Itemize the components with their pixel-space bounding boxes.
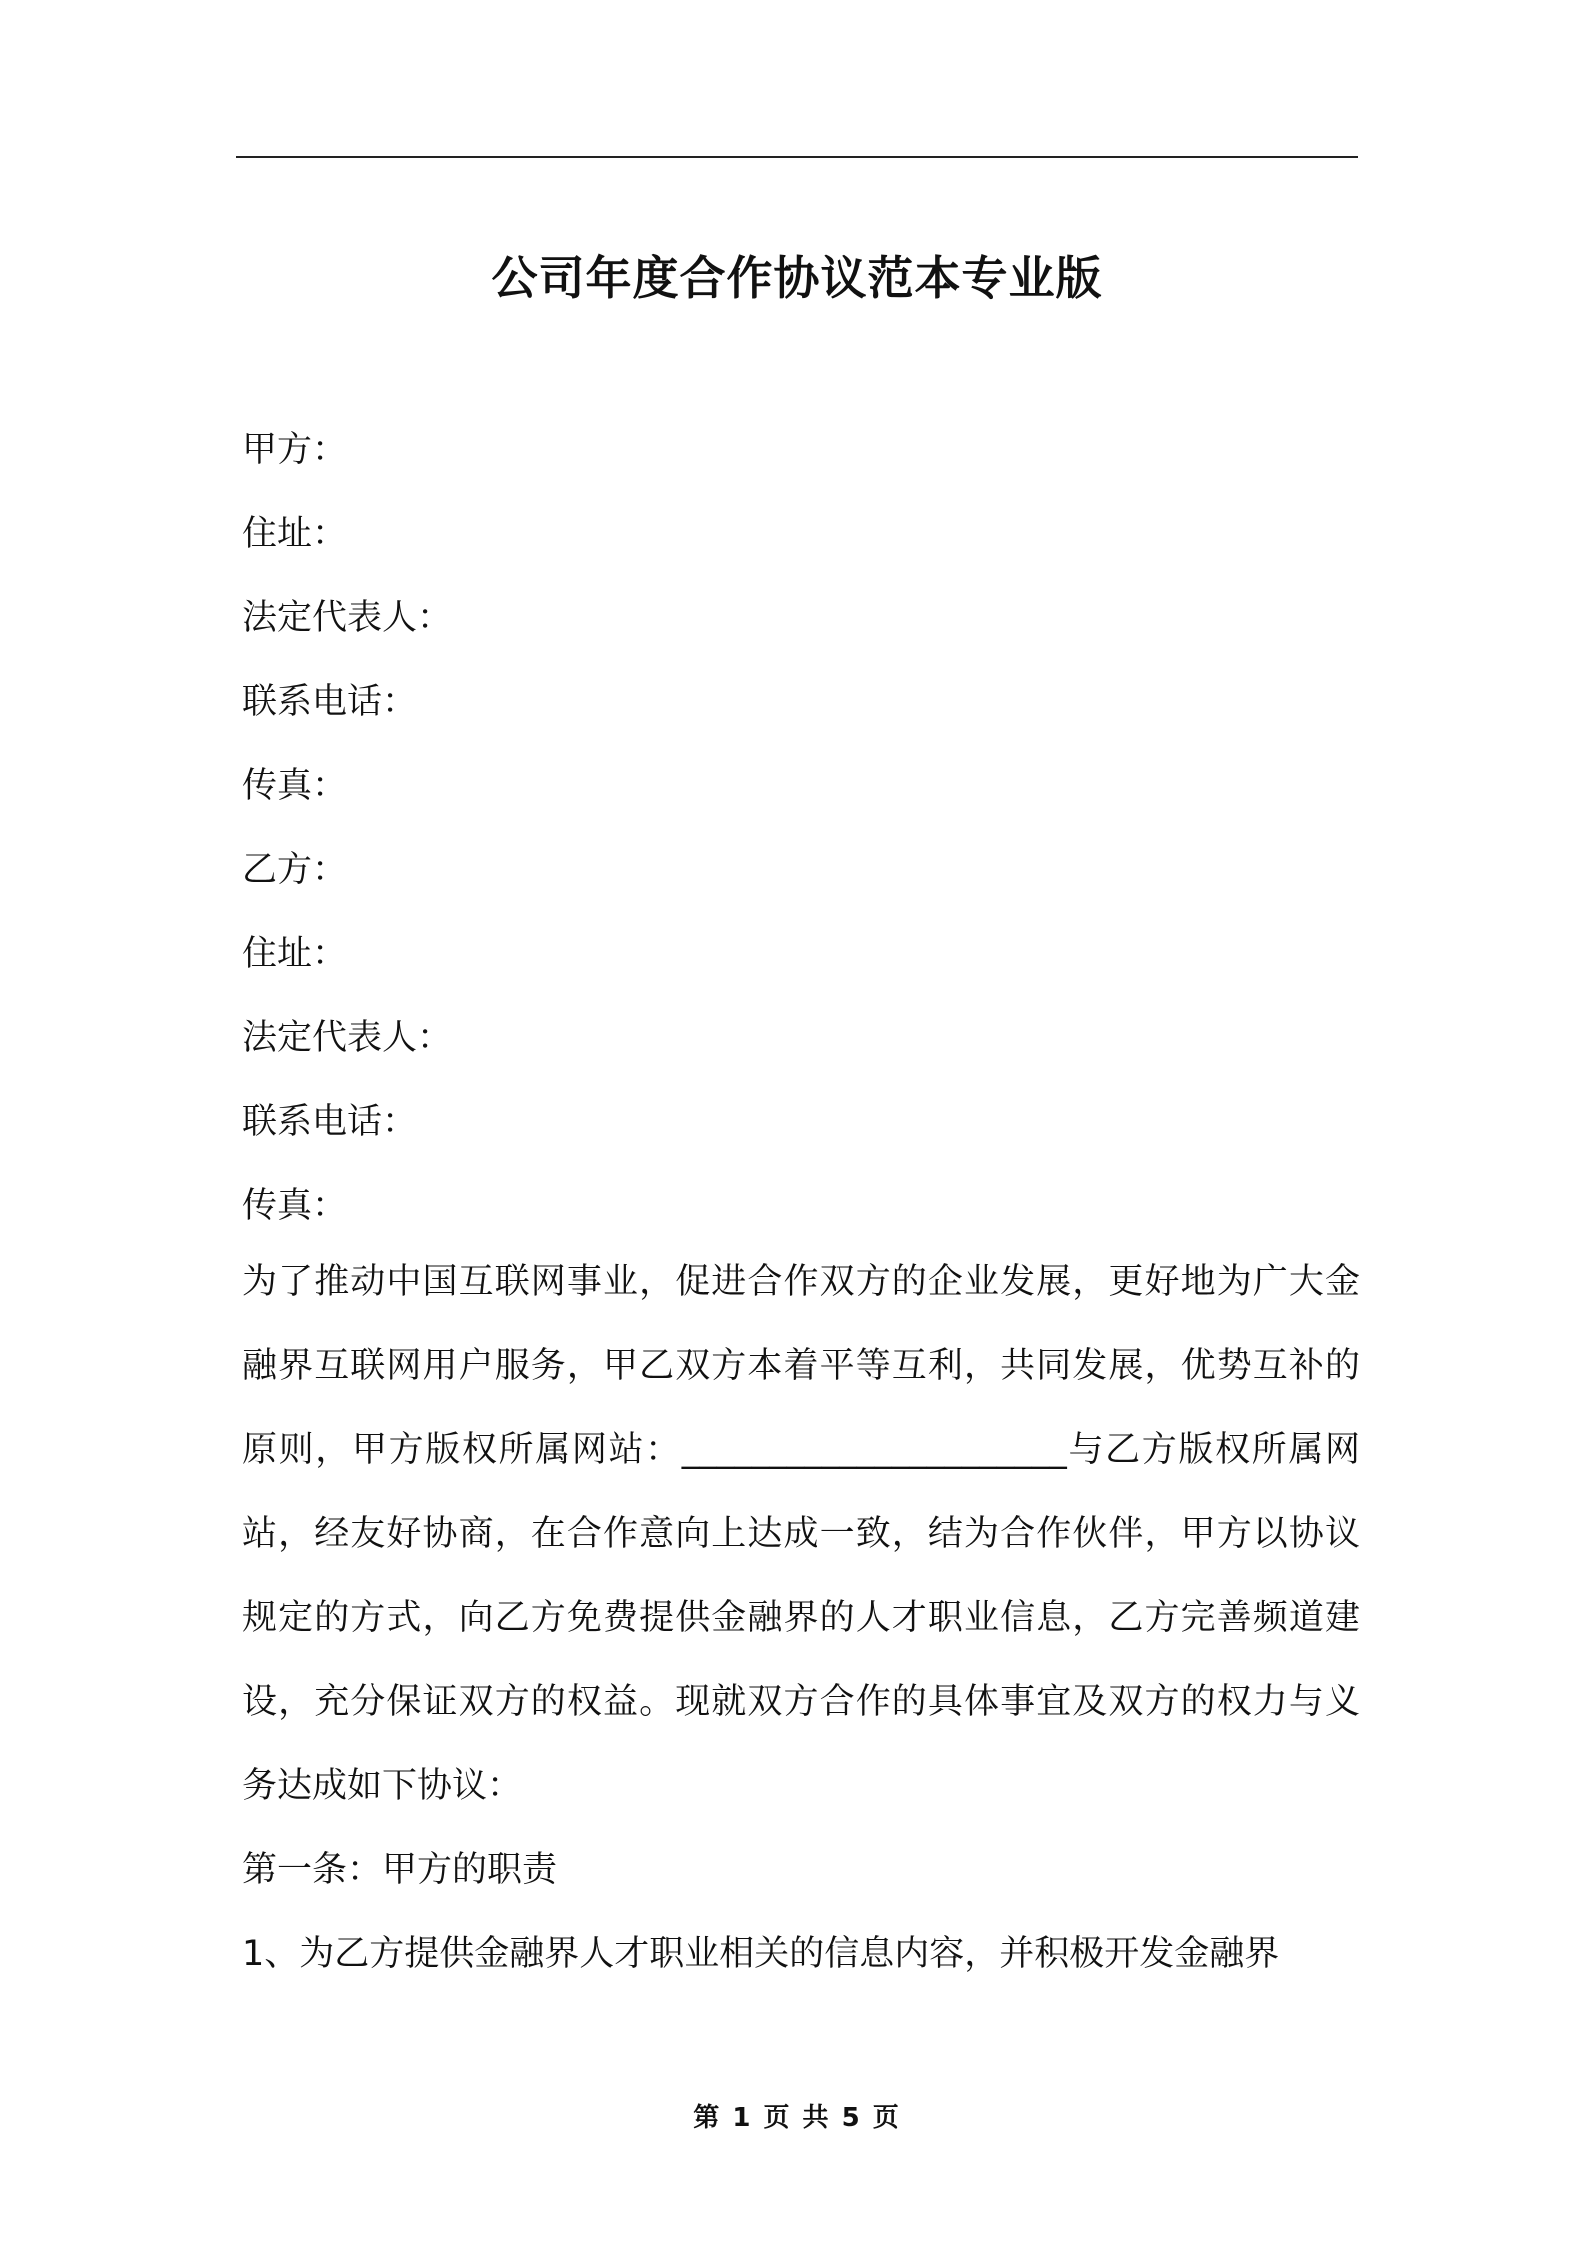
- party-b-fax-label: 传真：: [242, 1186, 348, 1226]
- intro-paragraph: 为了推动中国互联网事业，促进合作双方的企业发展，更好地为广大金融界互联网用户服务，甲乙双方本着平等互利，共同发展，优势互补的原则，甲方版权所属网站：______________________与乙方版权所属网站，经友好协商，在合作意向上达成一致，结为合作伙伴，甲方以协议规定的方式，向乙方免费提供金融界的人才职业信息，乙方完善频道建设，充分保证双方的权益。现就双方合作的具体事宜及双方的权力与义务达成如下协议：: [242, 1262, 1360, 1806]
- header-rule: [236, 156, 1358, 158]
- party-b-label: 乙方：: [242, 850, 348, 890]
- party-b-phone-label: 联系电话：: [242, 1102, 418, 1142]
- party-info-list: [242, 408, 1362, 1248]
- document-title: 公司年度合作协议范本专业版: [491, 250, 1103, 305]
- clause-1: 1、为乙方提供金融界人才职业相关的信息内容，并积极开发金融界: [242, 1934, 1280, 1974]
- party-a-fax-label: 传真：: [242, 766, 348, 806]
- page-footer: 第 1 页 共 5 页: [693, 2103, 901, 2133]
- party-b-address-label: 住址：: [242, 934, 348, 974]
- party-a-label: 甲方：: [242, 430, 348, 470]
- party-b-legal-rep-label: 法定代表人：: [242, 1018, 453, 1058]
- party-a-phone-label: 联系电话：: [242, 682, 418, 722]
- party-a-address-label: 住址：: [242, 514, 348, 554]
- section-heading: 第一条：甲方的职责: [242, 1850, 558, 1890]
- party-a-legal-rep-label: 法定代表人：: [242, 598, 453, 638]
